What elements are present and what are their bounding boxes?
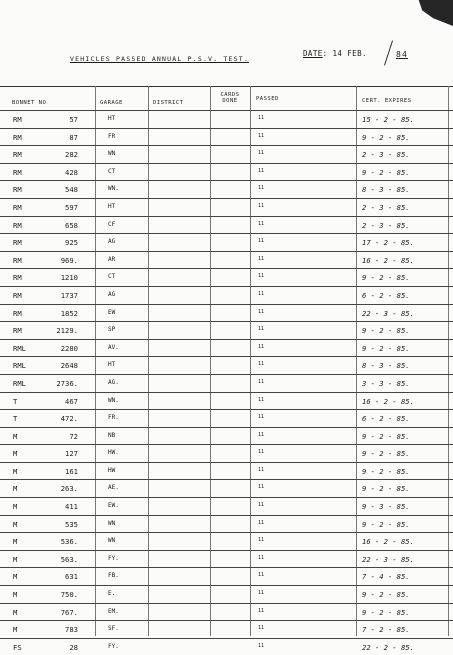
- bonnet-number: 631: [65, 572, 78, 582]
- bonnet-number: 658: [65, 220, 78, 230]
- passed-mark: 11: [258, 220, 265, 227]
- bonnet-prefix: M: [13, 519, 18, 529]
- passed-mark: 11: [258, 572, 265, 579]
- table-row: [0, 497, 453, 515]
- table-row: [0, 427, 453, 445]
- table-row: [0, 304, 453, 322]
- bonnet-number: 1737: [60, 290, 78, 300]
- garage-code: WN: [108, 150, 116, 158]
- bonnet-number: 1210: [60, 273, 78, 283]
- garage-code: AR: [108, 255, 116, 263]
- bonnet-number: 2129.: [56, 326, 78, 336]
- bonnet-number: 467: [65, 396, 78, 406]
- cert-expiry: 2 - 3 - 85.: [362, 202, 410, 212]
- passed-mark: 11: [258, 150, 265, 157]
- table-row: [0, 339, 453, 357]
- bonnet-prefix: M: [13, 484, 18, 494]
- cert-expiry: 9 - 2 - 85.: [362, 431, 410, 441]
- passed-mark: 11: [258, 202, 265, 209]
- cert-expiry: 9 - 2 - 85.: [362, 167, 410, 177]
- column-header-row: [0, 90, 453, 110]
- cert-expiry: 9 - 2 - 85.: [362, 449, 410, 459]
- bonnet-number: 969.: [60, 255, 78, 265]
- bonnet-prefix: RML: [13, 343, 26, 353]
- bonnet-number: 87: [69, 132, 78, 142]
- cert-expiry: 16 - 2 - 85.: [362, 396, 414, 406]
- bonnet-prefix: T: [13, 414, 18, 424]
- col-cards-done: CARDS DONE: [220, 92, 240, 104]
- passed-mark: 11: [258, 132, 265, 139]
- bonnet-prefix: M: [13, 625, 18, 635]
- bonnet-prefix: FS: [13, 642, 22, 652]
- bonnet-number: 535: [65, 519, 78, 529]
- garage-code: WN.: [108, 185, 119, 193]
- cert-expiry: 17 - 2 - 85.: [362, 238, 414, 248]
- cert-expiry: 7 - 4 - 85.: [362, 572, 410, 582]
- garage-code: FR: [108, 132, 116, 140]
- col-passed: PASSED: [256, 96, 279, 102]
- garage-code: WN.: [108, 396, 119, 404]
- table-row: [0, 251, 453, 269]
- table-top-rule: [0, 86, 453, 87]
- vehicle-table: [0, 110, 453, 655]
- bonnet-prefix: RM: [13, 326, 22, 336]
- passed-mark: 11: [258, 607, 265, 614]
- passed-mark: 11: [258, 625, 265, 632]
- table-row: [0, 233, 453, 251]
- garage-code: E.: [108, 590, 116, 598]
- bonnet-prefix: M: [13, 572, 18, 582]
- table-row: [0, 603, 453, 621]
- bonnet-number: 428: [65, 167, 78, 177]
- passed-mark: 11: [258, 414, 265, 421]
- table-row: [0, 286, 453, 304]
- cert-expiry: 2 - 3 - 85.: [362, 220, 410, 230]
- table-row: [0, 515, 453, 533]
- table-row: [0, 374, 453, 392]
- passed-mark: 11: [258, 255, 265, 262]
- bonnet-prefix: RM: [13, 255, 22, 265]
- bonnet-number: 1852: [60, 308, 78, 318]
- bonnet-prefix: RM: [13, 115, 22, 124]
- cert-expiry: 22 - 3 - 85.: [362, 308, 414, 318]
- garage-code: FR.: [108, 414, 119, 422]
- bonnet-prefix: M: [13, 431, 18, 441]
- scan-edge-mark: [409, 0, 453, 26]
- bonnet-number: 750.: [60, 590, 78, 600]
- garage-code: EW: [108, 308, 116, 316]
- table-row: [0, 163, 453, 181]
- garage-code: HT: [108, 115, 116, 122]
- bonnet-number: 2280: [60, 343, 78, 353]
- cert-expiry: 9 - 2 - 85.: [362, 590, 410, 600]
- cert-expiry: 6 - 2 - 85.: [362, 290, 410, 300]
- cert-expiry: 9 - 2 - 85.: [362, 343, 410, 353]
- garage-code: FB.: [108, 572, 119, 580]
- cert-expiry: 9 - 2 - 85.: [362, 466, 410, 476]
- bonnet-prefix: M: [13, 554, 18, 564]
- bonnet-prefix: RM: [13, 238, 22, 248]
- bonnet-prefix: RM: [13, 273, 22, 283]
- garage-code: NB: [108, 431, 116, 439]
- bonnet-number: 767.: [60, 607, 78, 617]
- bonnet-prefix: T: [13, 396, 18, 406]
- bonnet-number: 28: [69, 642, 78, 652]
- date-separator: [384, 40, 393, 65]
- bonnet-number: 127: [65, 449, 78, 459]
- bonnet-number: 783: [65, 625, 78, 635]
- date-value: : 14 FEB.: [322, 49, 367, 58]
- cert-expiry: 22 - 2 - 85.: [362, 642, 414, 652]
- bonnet-prefix: M: [13, 590, 18, 600]
- table-row: [0, 198, 453, 216]
- passed-mark: 11: [258, 378, 265, 385]
- bonnet-number: 2736.: [56, 378, 78, 388]
- passed-mark: 11: [258, 519, 265, 526]
- bonnet-prefix: M: [13, 537, 18, 547]
- bonnet-prefix: RM: [13, 220, 22, 230]
- bonnet-prefix: M: [13, 502, 18, 512]
- table-row: [0, 550, 453, 568]
- bonnet-number: 472.: [60, 414, 78, 424]
- bonnet-prefix: RM: [13, 290, 22, 300]
- table-row: [0, 567, 453, 585]
- col-district: DISTRICT: [153, 100, 184, 106]
- passed-mark: 11: [258, 326, 265, 333]
- garage-code: AV.: [108, 343, 119, 351]
- table-row: [0, 321, 453, 339]
- bonnet-number: 411: [65, 502, 78, 512]
- bonnet-number: 597: [65, 202, 78, 212]
- table-row: [0, 532, 453, 550]
- passed-mark: 11: [258, 290, 265, 297]
- cert-expiry: 22 - 3 - 85.: [362, 554, 414, 564]
- passed-mark: 11: [258, 537, 265, 544]
- garage-code: AG: [108, 238, 116, 246]
- bonnet-number: 563.: [60, 554, 78, 564]
- garage-code: HW: [108, 466, 116, 474]
- cert-expiry: 9 - 2 - 85.: [362, 519, 410, 529]
- garage-code: AG.: [108, 378, 119, 386]
- cert-expiry: 8 - 3 - 85.: [362, 361, 410, 371]
- bonnet-prefix: RM: [13, 308, 22, 318]
- passed-mark: 11: [258, 502, 265, 509]
- cert-expiry: 6 - 2 - 85.: [362, 414, 410, 424]
- passed-mark: 11: [258, 343, 265, 350]
- date-label: DATE: [303, 49, 323, 58]
- page-title: VEHICLES PASSED ANNUAL P.S.V. TEST.: [70, 55, 249, 63]
- garage-code: SF.: [108, 625, 119, 633]
- bonnet-prefix: RM: [13, 202, 22, 212]
- passed-mark: 11: [258, 361, 265, 368]
- passed-mark: 11: [258, 642, 265, 649]
- garage-code: HW.: [108, 449, 119, 457]
- table-row: [0, 462, 453, 480]
- cert-expiry: 9 - 2 - 85.: [362, 132, 410, 142]
- bonnet-prefix: M: [13, 449, 18, 459]
- passed-mark: 11: [258, 273, 265, 280]
- cert-expiry: 9 - 2 - 85.: [362, 607, 410, 617]
- garage-code: EM.: [108, 607, 119, 615]
- garage-code: CT: [108, 167, 116, 175]
- table-row: [0, 444, 453, 462]
- garage-code: FY.: [108, 554, 119, 562]
- bonnet-number: 2648: [60, 361, 78, 371]
- garage-code: WN: [108, 519, 116, 527]
- passed-mark: 11: [258, 466, 265, 473]
- passed-mark: 11: [258, 590, 265, 597]
- garage-code: HT: [108, 202, 116, 210]
- passed-mark: 11: [258, 554, 265, 561]
- col-cert-expires: CERT. EXPIRES: [362, 98, 412, 104]
- passed-mark: 11: [258, 115, 265, 121]
- bonnet-number: 263.: [60, 484, 78, 494]
- col-bonnet-no: BONNET NO: [12, 100, 47, 106]
- passed-mark: 11: [258, 167, 265, 174]
- bonnet-prefix: RM: [13, 167, 22, 177]
- table-row: [0, 110, 453, 128]
- table-row: [0, 620, 453, 638]
- cert-expiry: 9 - 2 - 85.: [362, 326, 410, 336]
- table-row: [0, 180, 453, 198]
- table-row: [0, 479, 453, 497]
- table-row: [0, 585, 453, 603]
- col-garage: GARAGE: [100, 100, 123, 106]
- table-row: [0, 145, 453, 163]
- garage-code: FY.: [108, 642, 119, 650]
- garage-code: EW.: [108, 502, 119, 510]
- cert-expiry: 16 - 2 - 85.: [362, 255, 414, 265]
- bonnet-prefix: RML: [13, 378, 26, 388]
- passed-mark: 11: [258, 431, 265, 438]
- bonnet-number: 57: [69, 115, 78, 124]
- cert-expiry: 7 - 2 - 85.: [362, 625, 410, 635]
- cert-expiry: 15 - 2 - 85.: [362, 115, 414, 124]
- cert-expiry: 2 - 3 - 85.: [362, 150, 410, 160]
- date-year: 84: [396, 50, 409, 59]
- bonnet-number: 536.: [60, 537, 78, 547]
- bonnet-prefix: M: [13, 607, 18, 617]
- passed-mark: 11: [258, 449, 265, 456]
- bonnet-prefix: M: [13, 466, 18, 476]
- table-row: [0, 638, 453, 655]
- garage-code: HT: [108, 361, 116, 369]
- bonnet-number: 925: [65, 238, 78, 248]
- table-row: [0, 409, 453, 427]
- passed-mark: 11: [258, 396, 265, 403]
- cert-expiry: 16 - 2 - 85.: [362, 537, 414, 547]
- bonnet-number: 282: [65, 150, 78, 160]
- table-row: [0, 216, 453, 234]
- table-row: [0, 268, 453, 286]
- cert-expiry: 9 - 2 - 85.: [362, 484, 410, 494]
- cert-expiry: 9 - 2 - 85.: [362, 273, 410, 283]
- passed-mark: 11: [258, 484, 265, 491]
- bonnet-number: 72: [69, 431, 78, 441]
- cert-expiry: 8 - 3 - 85.: [362, 185, 410, 195]
- table-row: [0, 128, 453, 146]
- bonnet-prefix: RM: [13, 132, 22, 142]
- passed-mark: 11: [258, 238, 265, 245]
- garage-code: WN: [108, 537, 116, 545]
- garage-code: CF: [108, 220, 116, 228]
- bonnet-prefix: RM: [13, 185, 22, 195]
- passed-mark: 11: [258, 185, 265, 192]
- bonnet-number: 161: [65, 466, 78, 476]
- garage-code: SP: [108, 326, 116, 334]
- garage-code: AG: [108, 290, 116, 298]
- cert-expiry: 9 - 3 - 85.: [362, 502, 410, 512]
- bonnet-prefix: RML: [13, 361, 26, 371]
- bonnet-number: 548: [65, 185, 78, 195]
- date-field: [303, 49, 367, 58]
- passed-mark: 11: [258, 308, 265, 315]
- garage-code: CT: [108, 273, 116, 281]
- table-row: [0, 392, 453, 410]
- bonnet-prefix: RM: [13, 150, 22, 160]
- garage-code: AE.: [108, 484, 119, 492]
- table-row: [0, 356, 453, 374]
- cert-expiry: 3 - 3 - 85.: [362, 378, 410, 388]
